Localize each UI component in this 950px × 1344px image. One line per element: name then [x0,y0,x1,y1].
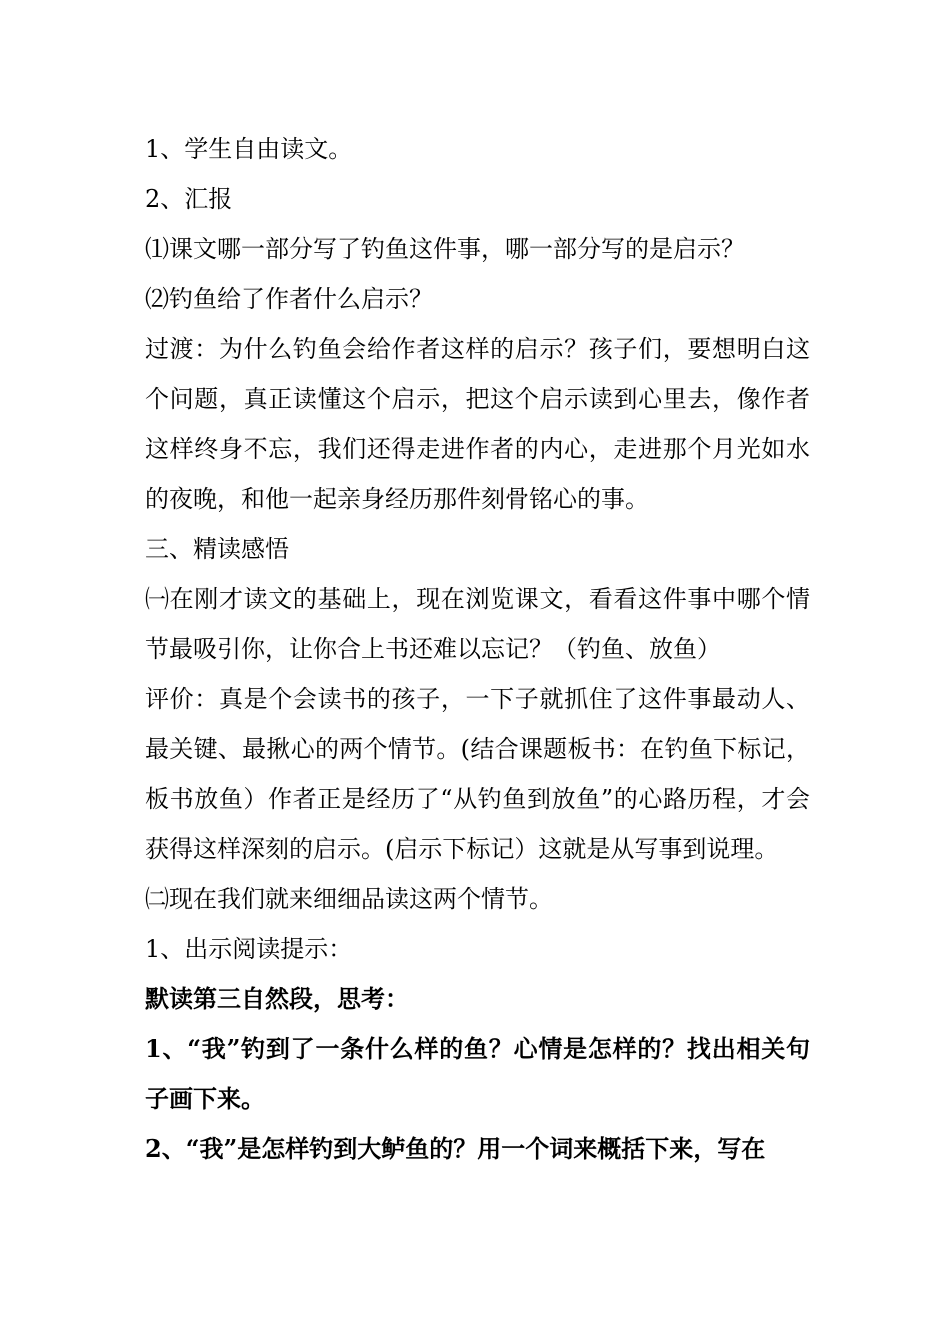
paragraph-question-2: ⑵钓鱼给了作者什么启示？ [145,285,433,313]
section-heading-3: 三、精读感悟 [145,535,289,563]
paragraph-transition: 过渡：为什么钓鱼会给作者这样的启示？孩子们，要想明白这个问题，真正读懂这个启示，把这个启示读到心里去，像作者这样终身不忘，我们还得走进作者的内心，走进那个月光如水的夜晚，和他一起亲身经历那件刻骨铭心的事。 [145,335,810,513]
bold-instruction: 默读第三自然段，思考： [145,984,409,1013]
paragraph-reading-hint: 1、出示阅读提示： [145,935,353,963]
paragraph-step-1: 1、学生自由读文。 [145,135,353,163]
paragraph-step-2: 2、汇报 [145,185,233,213]
bold-question-2: 2、“我”是怎样钓到大鲈鱼的？用一个词来概括下来，写在 [145,1134,766,1163]
paragraph-part-1: ㈠在刚才读文的基础上，现在浏览课文，看看这件事中哪个情节最吸引你，让你合上书还难以忘记？（钓鱼、放鱼） [145,585,810,663]
document-body [145,124,810,1174]
paragraph-part-2: ㈡现在我们就来细细品读这两个情节。 [145,885,553,913]
paragraph-evaluation: 评价：真是个会读书的孩子，一下子就抓住了这件事最动人、最关键、最揪心的两个情节。(结合课题板书：在钓鱼下标记，板书放鱼）作者正是经历了“从钓鱼到放鱼”的心路历程，才会获得这样深刻的启示。(启示下标记）这就是从写事到说理。 [145,685,810,863]
paragraph-question-1: ⑴课文哪一部分写了钓鱼这件事，哪一部分写的是启示？ [145,235,745,263]
bold-question-1: 1、“我”钓到了一条什么样的鱼？心情是怎样的？找出相关句子画下来。 [145,1034,810,1113]
